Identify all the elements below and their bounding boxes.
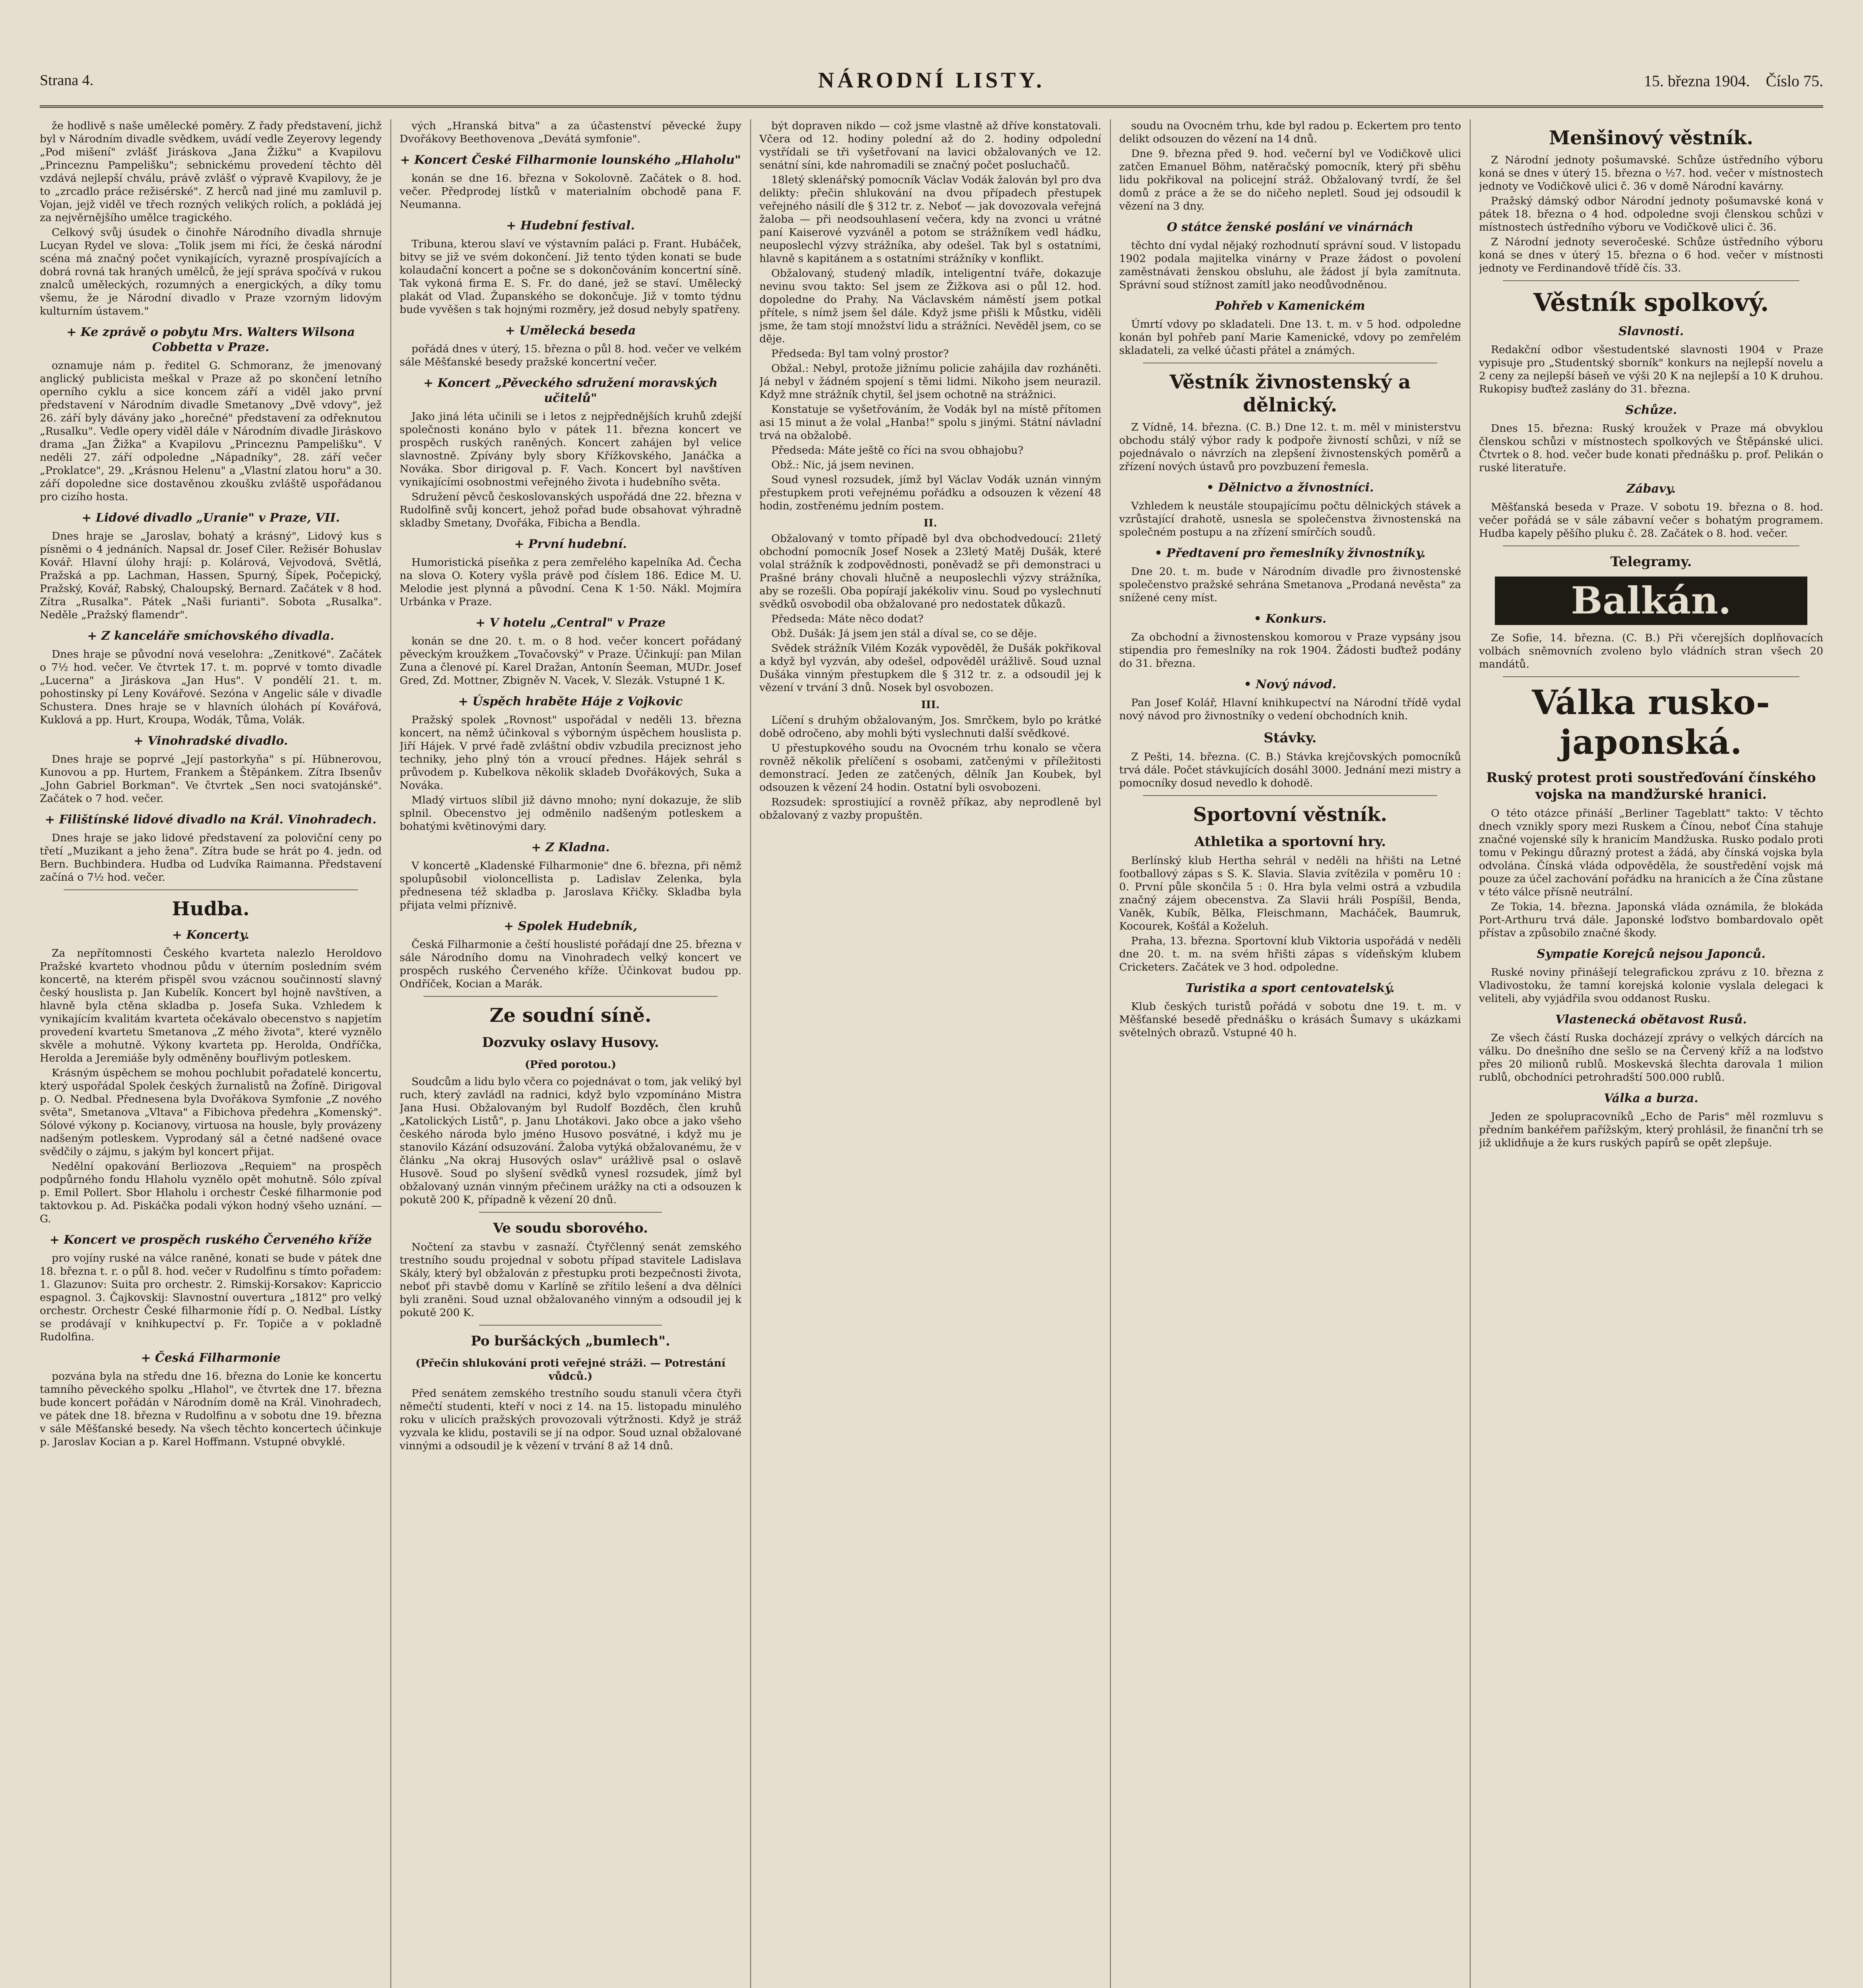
- column-4: [1119, 119, 1461, 1988]
- article-heading: + Hudební festival.: [506, 219, 635, 233]
- case-number: III.: [921, 699, 940, 711]
- article-columns: [40, 119, 1823, 1988]
- article-paragraph: Dne 20. t. m. bude v Národním divadle pro živnostenské společenstvo pražské sehrána Smetanova „Prodaná nevěsta" za snížené ceny míst.: [1119, 565, 1461, 604]
- article-paragraph: Pražský spolek „Rovnost" uspořádal v neděli 13. března koncert, na němž účinkoval s výborným úspěchem houslista p. Jiří Hájek. V prvé řadě zvláštní obdiv vzbudila preciznost jeho techniky, jeho plný tón a vroucí přednes. Hájek sehrál s průvodem p. Kubelkova několik skladeb Dvořákových, Suka a Nováka.: [400, 714, 741, 792]
- issue-date: 15. března 1904.: [1644, 72, 1750, 90]
- article-heading: O státce ženské poslání ve vinárnách: [1166, 220, 1414, 234]
- article-heading: + Koncert „Pěveckého sdružení moravských učitelů": [423, 376, 718, 405]
- article-paragraph: Obž. Dušák: Já jsem jen stál a díval se, co se děje.: [771, 627, 1037, 640]
- article-heading: • Nový návod.: [1244, 678, 1337, 691]
- article-paragraph: Redakční odbor všestudentské slavnosti 1904 v Praze vypisuje pro „Studentský sborník" konkurs na nejlepší novelu a 2 ceny za nejlepší báseň ve výši 20 K na nejlepší a 10 K druhou. Rukopisy buďtež zaslány do 31. března.: [1479, 344, 1823, 395]
- article-paragraph: Obžalovaný v tomto případě byl dva obchodvedoucí: 21letý obchodní pomocník Josef Nosek a 23letý Matěj Dušák, které volal strážník k zodpovědnosti, poněvadž se při demonstraci u Prašné brány chovali hlučně a neuposlechli výzvy strážníka, aby se rozešli. Oba popírají jakékoliv vinu. Soud po vyslechnutí svědků osvobodil oba obžalované pro nedostatek důkazů.: [759, 532, 1101, 610]
- column-2: [400, 119, 741, 1988]
- section-divider: [1503, 280, 1799, 281]
- article-paragraph: V koncertě „Kladenské Filharmonie" dne 6. března, při němž spolupůsobil violoncellista p. Ladislav Zelenka, byla přednesena též skladba p. Jaroslava Křičky. Skladba byla přijata velmi příznivě.: [400, 860, 741, 911]
- article-paragraph: pořádá dnes v úterý, 15. března o půl 8. hod. večer ve velkém sále Měšťanské besedy pražské koncertní večer.: [400, 343, 741, 368]
- article-paragraph: Před senátem zemského trestního soudu stanuli včera čtyři němečtí studenti, kteří v noci z 14. na 15. listopadu minulého roku v ulicích pražských provozovali výtržnosti. Když je stráž vyzvala ke klidu, postavili se jí na odpor. Soud uznal obžalované vinnými a odsoudil je k vězení v trvání 8 až 14 dnů.: [400, 1387, 741, 1452]
- masthead-title: NÁRODNÍ LISTY.: [818, 68, 1045, 93]
- article-heading: + Česká Filharmonie: [141, 1351, 281, 1365]
- article-heading: Válka a burza.: [1604, 1091, 1698, 1105]
- article-heading: Sympatie Korejců nejsou Japonců.: [1537, 947, 1766, 961]
- section-divider: [1143, 795, 1437, 796]
- article-paragraph: pozvána byla na středu dne 16. března do Lonie ke koncertu tamního pěveckého spolku „Hlahol", ve čtvrtek dne 17. března bude koncert pořádán v Národním domě na Král. Vinohradech, ve pátek dne 18. března v Rudolfinu a v sobotu dne 19. března v sále Měšťanské besedy. Na všech těchto koncertech účinkuje p. Jaroslav Kocian a p. Karel Hoffmann. Vstupné obvyklé.: [40, 1370, 382, 1448]
- article-paragraph: Dnes hraje se původní nová veselohra: „Zenitkové". Začátek o 7½ hod. večer. Ve čtvrtek 17. t. m. poprvé v tomto divadle „Lucerna" a Jiráskova „Jan Hus". V pondělí 21. t. m. pohostinsky pí Leny Kovářové. Sezóna v Angelic sále v divadle Schustera. Dnes hraje se v hlavních úlohách pí Kovářová, Kuklová a pp. Hurt, Kroupa, Wodák, Tůma, Volák.: [40, 648, 382, 726]
- article-paragraph: soudu na Ovocném trhu, kde byl radou p. Eckertem pro tento delikt odsouzen do vězení na 14 dnů.: [1119, 120, 1461, 145]
- section-title-music: Hudba.: [172, 898, 250, 920]
- article-paragraph: Nočtení za stavbu v zasnaží. Čtyřčlenný senát zemského trestního soudu projednal v sobotu případ stavitele Ladislava Skály, který byl obžalován z přestupku proti bezpečnosti života, neboť při stavbě domu v Karlíně se zřítilo lešení a dva dělníci byli zraněni. Soud uznal obžalovaného vinným a odsoudil jej k pokutě 200 K.: [400, 1241, 741, 1319]
- article-paragraph: Ze Sofie, 14. března. (C. B.) Při včerejších doplňovacích volbách sněmovních zvoleno bylo vládních stran všech 20 mandátů.: [1479, 632, 1823, 670]
- column-3: [759, 119, 1101, 1988]
- article-heading: + Úspěch hraběte Háje z Vojkovic: [458, 695, 683, 709]
- article-heading: + Ke zprávě o pobytu Mrs. Walters Wilsona Cobbetta v Praze.: [66, 325, 355, 354]
- article-paragraph: Pražský dámský odbor Národní jednoty pošumavské koná v pátek 18. března o 4 hod. odpoledne svoji členskou schůzi v místnostech ústředního výboru ve Vodičkově ulici č. 36.: [1479, 195, 1823, 233]
- telegrams-label: Telegramy.: [1610, 554, 1692, 570]
- article-paragraph: Ze Tokia, 14. března. Japonská vláda oznámila, že blokáda Port-Arthuru trvá dále. Japonské loďstvo bombardovalo opět přístav a způsobilo značné škody.: [1479, 901, 1823, 939]
- article-paragraph: konán se dne 20. t. m. o 8 hod. večer koncert pořádaný pěveckým kroužkem „Tovačovský" v Praze. Účinkují: pan Milan Zuna a členové pí. Karel Dražan, Antonín Šeeman, MUDr. Josef Gred, Zd. Mottner, Zbigněv N. Vacek, V. Slezák. Vstupné 1 K.: [400, 635, 741, 687]
- article-paragraph: Dne 9. března před 9. hod. večerní byl ve Vodičkově ulici zatčen Emanuel Böhm, natěračský pomocník, který při sběhu lidu pokřikoval na policejní stráž. Obžalovaný tvrdí, že šel domů z práce a že se do ničeho nepletl. Soud jej odsoudil k vězení na 3 dny.: [1119, 148, 1461, 212]
- article-paragraph: Krásným úspěchem se mohou pochlubit pořadatelé koncertu, který uspořádal Spolek českých žurnalistů na Žofíně. Dirigoval p. O. Nedbal. Přednesena byla Dvořákova Symfonie „Z nového světa", Smetanova „Vltava" a Fibichova předehra „Komenský". Sólové výkony p. Kocianovy, virtuosa na housle, byly provázeny nadšeným potleskem. Vyprodaný sál a četné nadšené ovace svědčily o zájmu, s jakým byl koncert přijat.: [40, 1067, 382, 1158]
- issue-info: [1632, 72, 1823, 90]
- article-paragraph: Obžal.: Nebyl, protože jižnímu policie zahájila dav rozháněti. Já nebyl v žádném spojení s těmi lidmi. Nikoho jsem neurazil. Když mne strážník chytil, šel jsem ochotně na strážnici.: [759, 362, 1101, 401]
- article-paragraph: těchto dní vydal nějaký rozhodnutí správní soud. V listopadu 1902 podala majitelka vinárny v Praze žádost o povolení zaměstnávati ženskou obsluhu, ale žádost jí byla zamítnuta. Správní soud stížnost zamítl jako neodůvodněnou.: [1119, 239, 1461, 291]
- article-heading: Slavnosti.: [1618, 324, 1684, 338]
- article-paragraph: Úmrtí vdovy po skladateli. Dne 13. t. m. v 5 hod. odpoledne konán byl pohřeb paní Marie Kamenické, vdovy po zemřelém skladateli, za velké účasti přátel a známých.: [1119, 318, 1461, 357]
- section-title-trade: Věstník živnostenský a dělnický.: [1169, 371, 1411, 416]
- article-heading: • Dělnictvo a živnostníci.: [1206, 481, 1374, 495]
- article-paragraph: Dnes hraje se „Jaroslav, bohatý a krásný", Lidový kus s písněmi o 4 jednáních. Napsal dr. Josef Ciler. Režisér Bohuslav Kovář. Hlavní úlohy hrají: p. Kolárová, Vejvodová, Světlá, Pražská a pp. Lachman, Hassen, Spurný, Šípek, Počepický, Pražský, Kovář, Rabský, Chaloupský, Bernard. Začátek v 8 hod. Zítra „Rusalka". Pátek „Naši furianti". Sobota „Rusalka". Neděle „Pražský flamendr".: [40, 530, 382, 621]
- article-paragraph: Berlínský klub Hertha sehrál v neděli na hřišti na Letné footballový zápas s S. K. Slavia. Slavia zvítězila v poměru 10 : 0. První půle skončila 5 : 0. Hra byla velmi ostrá a vzbudila značný zájem obecenstva. Za Slavii hráli Pospíšil, Benda, Vaněk, Kubík, Bělka, Fleischmann, Macháček, Baumruk, Kocourek, Košťál a Koželuh.: [1119, 854, 1461, 932]
- article-paragraph: že hodlivě s naše umělecké poměry. Z řady představení, jichž byl v Národním divadle svědkem, uvádí vedle Zeyerovy legendy „Pod mišení" zvlášť Jiráskova „Jana Žižku" a Kvapilovu „Princeznu Pampelišku"; sebnickému provedení těchto děl vzdává nejlepší chválu, právě zvlášť o výpravě Kvapilovy, že je to „zrcadlo práce režisérské". Z herců nad jiné mu zamluvil p. Vojan, jejž viděl ve třech rozných velikých rolích, a pokládá jej za nejvěrnějšího umělce tragického.: [40, 120, 382, 224]
- article-paragraph: Z Vídně, 14. března. (C. B.) Dne 12. t. m. měl v ministerstvu obchodu stálý výbor rady k podpoře živností schůzi, v níž se pojednávalo o návrzích na zlepšení živnostenských poměrů a zřízení nových ústavů pro povzbuzení řemesla.: [1119, 421, 1461, 473]
- page-header: [40, 68, 1823, 108]
- issue-number: Číslo 75.: [1766, 72, 1823, 90]
- column-divider: [1470, 119, 1471, 1988]
- article-paragraph: Rozsudek: sprostiující a rovněž příkaz, aby neprodleně byl obžalovaný z vazby propuštěn.: [759, 796, 1101, 821]
- article-heading: + Umělecká beseda: [505, 324, 636, 338]
- section-title-sport: Sportovní věstník.: [1193, 804, 1388, 826]
- article-paragraph: vých „Hranská bitva" a za účastenství pěvecké župy Dvořákovy Beethovenova „Devátá symfonie".: [400, 120, 741, 145]
- column-divider: [1110, 119, 1111, 1988]
- article-heading: Athletika a sportovní hry.: [1194, 834, 1386, 850]
- article-paragraph: Soud vynesl rozsudek, jímž byl Václav Vodák uznán vinným přestupkem proti veřejnému pořádku a odsouzen k vězení 48 hodin, zostřenému jedním postem.: [759, 474, 1101, 512]
- section-divider: [1503, 676, 1799, 677]
- article-heading: + Koncert České Filharmonie lounského „Hlaholu": [400, 153, 741, 167]
- article-heading: Schůze.: [1625, 403, 1677, 417]
- article-heading: + Z kanceláře smíchovského divadla.: [87, 629, 334, 643]
- article-paragraph: Ze všech částí Ruska docházejí zprávy o velkých dárcích na válku. Do dnešního dne sešlo se na Červený kříž a na loďstvo přes 20 milionů rublů. Moskevská šlechta darovala 1 milion rublů, obchodníci petrohradští 500.000 rublů.: [1479, 1032, 1823, 1083]
- article-title: Dozvuky oslavy Husovy.: [482, 1035, 659, 1050]
- article-heading: Turistika a sport centovatelský.: [1186, 981, 1395, 995]
- article-paragraph: Dnes hraje se jako lidové představení za poloviční ceny po třetí „Muzikant a jeho žena". Zítra bude se hrát po 4. jedn. od Bern. Buchbindera. Hudba od Ludvíka Raimanna. Představení začíná o 7½ hod. večer.: [40, 832, 382, 883]
- section-divider: [423, 996, 718, 997]
- article-heading: Zábavy.: [1626, 482, 1676, 496]
- article-title: Ruský protest proti soustřeďování čínského vojska na mandžurské hranici.: [1486, 770, 1816, 802]
- article-paragraph: oznamuje nám p. ředitel G. Schmoranz, že jmenovaný anglický publicista meškal v Praze až po skončení letního operního cyklu a sice koncem září a viděl jako první představení v Národním divadle Smetanovy „Dvě vdovy", jež 26. září byly dávány jako „horečné" představení za odřeknutou „Rusalku". Vedle opery viděl dále v Národním divadle Jiráskovo drama „Jan Žižka" a Kvapilovu „Princeznu Pampelišku". V neděli 27. září odpoledne „Nápadníky", 28. září večer „Proklatce", 29. „Krásnou Helenu" a „Vlastní zlatou horu" a 30. září dopoledne sice dostavěnou zkoušku zvláště uspořádanou pro cizího hosta.: [40, 359, 382, 503]
- article-heading: Vlastenecká obětavost Rusů.: [1555, 1013, 1747, 1027]
- article-paragraph: Tribuna, kterou slaví ve výstavním paláci p. Frant. Hubáček, bitvy se již ve svém dokončení. Již tento týden konati se bude kolaudační koncert a počne se s dokončováním koncertní síně. Tak vykoná firma E. S. Fr. do dané, jež se staví. Umělecký plakát od Vlad. Županského se dokončuje. Již v tomto týdnu bude vyvěšen s tak hojnými rozměry, jež dosud nebyly spatřeny.: [400, 238, 741, 316]
- article-paragraph: Obž.: Nic, já jsem nevinen.: [771, 459, 914, 471]
- column-1: [40, 119, 382, 1988]
- article-paragraph: O této otázce přináší „Berliner Tageblatt" takto: V těchto dnech vznikly spory mezi Ruskem a Čínou, neboť Čína stahuje značné vojenské síly k hranicím Mandžuska. Rusko podalo proti tomu v Pekingu důrazný protest a žádá, aby čínská vojska byla odvolána. Čínská vláda odpověděla, že soustředění vojsk má pouze za účel zachování pořádku na hranicích a že Čína zůstane v této válce přísně neutrální.: [1479, 807, 1823, 898]
- article-heading: + Filištínské lidové divadlo na Král. Vinohradech.: [45, 813, 376, 827]
- article-paragraph: Předseda: Máte něco dodat?: [771, 613, 924, 625]
- article-paragraph: Mladý virtuos slíbil již dávno mnoho; nyní dokazuje, že slib splnil. Obecenstvo jej odměnilo nadšeným potleskem a bohatými květinovými dary.: [400, 794, 741, 833]
- display-heading-balkan: Balkán.: [1495, 577, 1807, 625]
- article-paragraph: být dopraven nikdo — což jsme vlastně až dříve konstatovali. Včera od 12. hodiny polední až do 2. hodiny odpolední vystřídali se tři vyšetřovaní na lavici obžalovaných ve 12. senátní síni, kde nahromadili se značný počet posluchačů.: [759, 120, 1101, 171]
- article-paragraph: Jeden ze spolupracovníků „Echo de Paris" měl rozmluvu s předním bankéřem pařížským, který prohlásil, že finanční trh se již uklidňuje a že kurs ruských papírů se opět zlepšuje.: [1479, 1110, 1823, 1149]
- article-paragraph: Za obchodní a živnostenskou komorou v Praze vypsány jsou stipendia pro řemeslníky na rok 1904. Žádosti buďtež podány do 31. března.: [1119, 631, 1461, 670]
- article-paragraph: Z Pešti, 14. března. (C. B.) Stávka krejčovských pomocníků trvá dále. Počet stávkujících dosáhl 3000. Jednání mezi mistry a pomocníky dosud nevedlo k dohodě.: [1119, 751, 1461, 789]
- article-heading: • Konkurs.: [1254, 612, 1327, 626]
- article-paragraph: Předseda: Máte ještě co říci na svou obhajobu?: [771, 444, 1024, 456]
- article-heading: + Z Kladna.: [531, 841, 610, 854]
- article-paragraph: konán se dne 16. března v Sokolovně. Začátek o 8. hod. večer. Předprodej lístků v materialním obchodě pana F. Neumanna.: [400, 172, 741, 211]
- case-number: II.: [923, 517, 937, 529]
- section-title-clubs: Věstník spolkový.: [1533, 288, 1769, 317]
- article-paragraph: Předseda: Byl tam volný prostor?: [771, 348, 949, 360]
- article-heading: + Lidové divadlo „Uranie" v Praze, VII.: [82, 511, 340, 525]
- article-paragraph: Praha, 13. března. Sportovní klub Viktoria uspořádá v neděli dne 20. t. m. na svém hřišti zápas s vídeňským klubem Cricketers. Začátek ve 3 hod. odpoledne.: [1119, 935, 1461, 973]
- article-heading: + Koncerty.: [172, 928, 250, 942]
- article-title: Ve soudu sborového.: [493, 1220, 648, 1236]
- section-title-strikes: Stávky.: [1263, 730, 1317, 746]
- article-paragraph: Humoristická píseňka z pera zemřelého kapelníka Ad. Čecha na slova O. Kotery vyšla právě pod číslem 186. Edice M. U. Melodie jest plynná a původní. Cena K 1·50. Nákl. Mojmíra Urbánka v Praze.: [400, 556, 741, 608]
- article-paragraph: Svědek strážník Vilém Kozák vypověděl, že Dušák pokřikoval a když byl vyzván, aby odešel, odpověděl urážlivě. Soud uznal Dušáka vinným přestupkem dle § 312 tr. z. a odsoudil jej k vězení v trvání 3 dnů. Nosek byl osvobozen.: [759, 642, 1101, 694]
- column-5: [1479, 119, 1823, 1988]
- article-title: Po buršáckých „bumlech".: [471, 1333, 670, 1349]
- article-heading: Pohřeb v Kamenickém: [1215, 299, 1365, 313]
- article-paragraph: Ruské noviny přinášejí telegrafickou zprávu z 10. března z Vladivostoku, že tamní korejská kolonie vyslala delegaci k veliteli, aby vyjádřila svou oddanost Rusku.: [1479, 966, 1823, 1005]
- article-paragraph: Celkový svůj úsudek o činohře Národního divadla shrnuje Lucyan Rydel ve slova: „Tolik jsem mi říci, že česká národní scéna má značný počet vynikajících, vyrazně prospívajících a dobrá rovná tak hraných umělců, že její správa spočívá v rukou znalců uměleckých, rozumných a energických, a díky tomu všemu, že je Národní divadlo v Praze vzorným lidovým kulturním ústavem.": [40, 226, 382, 317]
- article-divider: [479, 1212, 662, 1213]
- article-heading: + Spolek Hudebník,: [504, 919, 637, 933]
- article-paragraph: Pan Josef Kolář, Hlavní knihkupectví na Národní třídě vydal nový návod pro živnostníky o vedení obchodních knih.: [1119, 697, 1461, 722]
- article-paragraph: Obžalovaný, studený mladík, inteligentní tváře, dokazuje nevinu svou takto: Sel jsem ze Žižkova asi o půl 12. hod. dopoledne do Prahy. Na Václavském náměstí jsem potkal přítele, s nímž jsem šel dále. Když jsme přišli k Můstku, viděli jsme, že tam stojí množství lidu a strážníci. Nevěděl jsem, co se děje.: [759, 267, 1101, 345]
- article-heading: + Vinohradské divadlo.: [133, 734, 288, 748]
- section-divider: [64, 889, 358, 890]
- page-number: Strana 4.: [40, 72, 94, 89]
- column-divider: [390, 119, 391, 1988]
- article-paragraph: Soudcům a lidu bylo včera co pojednávat o tom, jak veliký byl ruch, který zavládl na radnici, když bylo vzpomínáno Mistra Jana Husi. Obžalovaným byl Rudolf Bozděch, člen kruhů „Katolických Listů", p. Janu Lhotákovi. Jako obce a jako všeho českého národa bylo jméno Husovo posvátné, i když mu je stanovilo Kázání odsuzování. Žaloba vytýká obžalovanému, že v článku „Na okraj Husových oslav" urážlivě psal o oslavě Husově. Soud po slyšení svědků vynesl rozsudek, jímž byl obžalovaný uznán vinným přečinem urážky na cti a odsouzen k pokutě 200 K, případně k vězení 20 dnů.: [400, 1076, 741, 1206]
- article-paragraph: Klub českých turistů pořádá v sobotu dne 19. t. m. v Měšťanské besedě přednášku o krásách Šumavy s ukázkami světelných obrazů. Vstupné 40 h.: [1119, 1000, 1461, 1039]
- article-paragraph: Nedělní opakování Berliozova „Requiem" na prospěch podpůrného fondu Hlaholu vyznělo opět mohutně. Sólo zpíval p. Emil Pollert. Sbor Hlaholu i orchestr České filharmonie pod taktovkou p. Ad. Piskáčka podali výkon hodný všeho uznání. — G.: [40, 1160, 382, 1225]
- article-paragraph: Z Národní jednoty severočeské. Schůze ústředního výboru koná se dnes v úterý 15. března o 6 hod. večer v místnosti jednoty ve Ferdinandově třídě čís. 33.: [1479, 236, 1823, 274]
- article-paragraph: Sdružení pěvců českoslovanských uspořádá dne 22. března v Rudolfině svůj koncert, jehož pořad bude obsahovat výhradně skladby Smetany, Dvořáka, Fibicha a Bendla.: [400, 491, 741, 529]
- article-paragraph: U přestupkového soudu na Ovocném trhu konalo se včera rovněž několik přelíčení s osobami, zatčenými v příležitosti demonstrací. Jeden ze zatčených, dělník Jan Koubek, byl odsouzen k vězení 24 hodin. Ostatní byli osvobozeni.: [759, 742, 1101, 794]
- article-heading: + V hotelu „Central" v Praze: [475, 616, 666, 630]
- article-paragraph: Konstatuje se vyšetřováním, že Vodák byl na místě přítomen asi 15 minut a že volal „Hanba!" spolu s jinými. Státní návladní trvá na obžalobě.: [759, 403, 1101, 442]
- article-paragraph: Z Národní jednoty pošumavské. Schůze ústředního výboru koná se dnes v úterý 15. března o ½7. hod. večer v místnostech jednoty ve Vodičkově ulici č. 36 v domě Národní kavárny.: [1479, 154, 1823, 192]
- article-heading: • Předtavení pro řemeslníky živnostníky.: [1155, 546, 1426, 560]
- article-paragraph: Česká Filharmonie a čeští houslisté pořádají dne 25. března v sále Národního domu na Vinohradech velký koncert ve prospěch ruského Červeného kříže. Účinkovat budou pp. Ondříček, Kocian a Marák.: [400, 938, 741, 990]
- article-subtitle: (Před porotou.): [525, 1058, 616, 1071]
- article-paragraph: Jako jiná léta učinili se i letos z nejpřednějších kruhů zdejší společnosti konáno bylo v pátek 11. března koncert ve prospěch ruských raněných. Koncert zahájen byl velice slavnostně. Zpívány byly sbory Křížkovského, Janáčka a Nováka. Sbor dirigoval p. F. Vach. Koncert byl navštíven vynikajícími osobnostmi veřejného života i hudebního světa.: [400, 410, 741, 488]
- article-paragraph: pro vojíny ruské na válce raněné, konati se bude v pátek dne 18. března t. r. o půl 8. hod. večer v Rudolfinu s tímto pořadem: 1. Glazunov: Suita pro orchestr. 2. Rimskij-Korsakov: Kapriccio espagnol. 3. Čajkovskij: Slavnostní ouvertura „1812" pro velký orchestr. Orchestr České filharmonie řídí p. O. Nedbal. Lístky se prodávají v knihkupectví p. Fr. Topiče a v pokladně Rudolfina.: [40, 1252, 382, 1343]
- article-paragraph: Měšťanská beseda v Praze. V sobotu 19. března o 8. hod. večer pořádá se v sále zábavní večer s bohatým programem. Hudba kapely pěšího pluku č. 28. Začátek o 8. hod. večer.: [1479, 501, 1823, 540]
- article-paragraph: Vzhledem k neustále stoupajícímu počtu dělnických stávek a vzrůstající drahotě, usnesla se společenstva živnostenská na společném postupu a na zřízení smírčích soudů.: [1119, 500, 1461, 538]
- section-title-minority: Menšinový věstník.: [1549, 127, 1753, 149]
- article-paragraph: Dnes 15. března: Ruský kroužek v Praze má obvyklou členskou schůzi v místnostech spolkových ve Štěpánské ulici. Čtvrtek o 8. hod. večer bude konati přednášku p. prof. Pelikán o ruské literatuře.: [1479, 422, 1823, 474]
- article-paragraph: Za nepřítomnosti Českého kvarteta nalezlo Heroldovo Pražské kvarteto vhodnou půdu v úterním posledním svém koncertě, na kterém přispěl svou vzácnou součinností slavný český houslista p. Jan Kubelík. Koncert byl hojně navštíven, a hlavně byla ctěna skladba p. Josefa Suka. Vzhledem k vynikajícím kvalitám kvarteta očekávalo obecenstvo s napjetím provedení kvartetu Smetanova „Z mého života", které vyznělo skvěle a mohutně. Výkony kvarteta pp. Herolda, Ondříčka, Herolda a Jeremiáše byly odměněny bouřlivým potleskem.: [40, 947, 382, 1064]
- article-paragraph: 18letý sklenářský pomocník Václav Vodák žalován byl pro dva delikty: přečin shlukování na dvou případech přestupek veřejného násilí dle § 312 tr. z. Neboť — jak dovozovala veřejná žaloba — při neodsouhlasení večera, kdy na zvonci u vrátné paní Kaiserové vyzváněl a potom se strážníkem vedl hádku, neuposlechl výzvy strážníka, aby odešel. Tak byl s ostatními, hlavně s kapitánem a s ostatními strážníky v konflikt.: [759, 174, 1101, 265]
- article-subtitle: (Přečin shlukování proti veřejné stráži. — Potrestání vůdců.): [415, 1357, 726, 1382]
- article-paragraph: Dnes hraje se poprvé „Její pastorkyňa" s pí. Hübnerovou, Kunovou a pp. Hurtem, Frankem a Štěpánkem. Zítra Ibsenův „John Gabriel Borkman". Ve čtvrtek „Sen noci svatojánské". Začátek o 7 hod. večer.: [40, 753, 382, 805]
- article-heading: + Koncert ve prospěch ruského Červeného kříže: [49, 1233, 372, 1247]
- article-heading: + První hudební.: [514, 537, 627, 551]
- display-heading-war: Válka rusko-japonská.: [1532, 683, 1770, 762]
- section-title-court: Ze soudní síně.: [489, 1004, 652, 1027]
- article-divider: [479, 1325, 662, 1326]
- column-divider: [750, 119, 751, 1988]
- article-paragraph: Líčení s druhým obžalovaným, Jos. Smrčkem, bylo po krátké době odročeno, aby mohli býti vyslechnuti další svědkové.: [759, 714, 1101, 740]
